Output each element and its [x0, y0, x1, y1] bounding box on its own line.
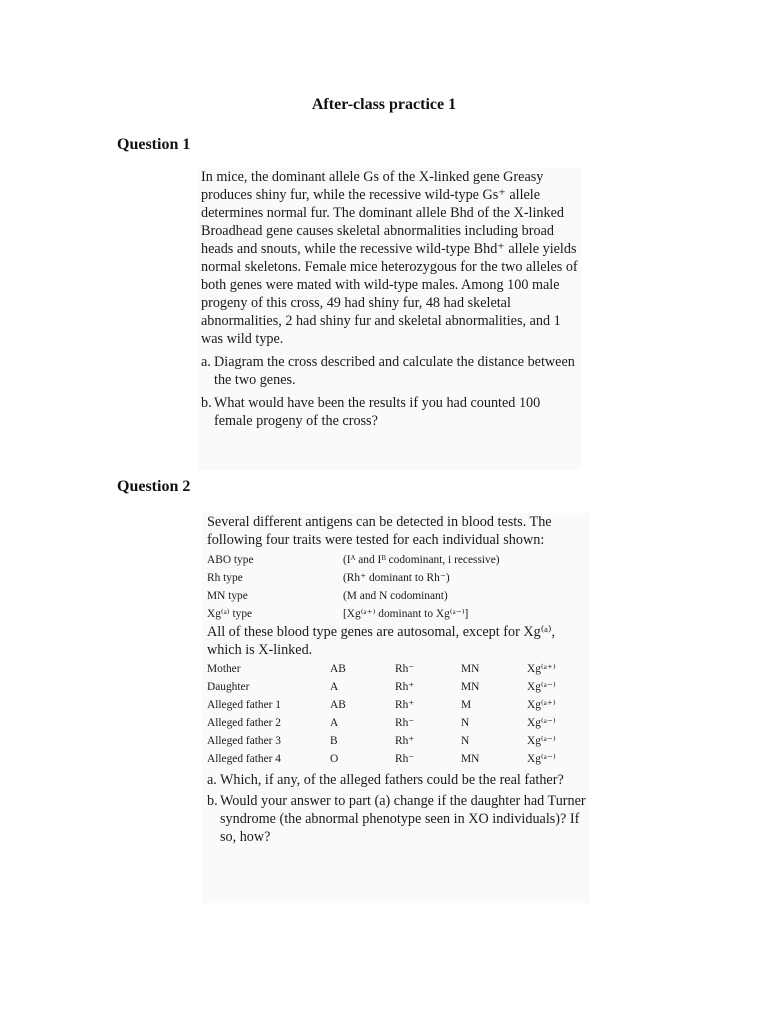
trait-name: ABO type: [207, 554, 254, 566]
option-label: b.: [201, 395, 212, 411]
individual-cell: Alleged father 4: [207, 753, 282, 765]
abo-cell: B: [330, 735, 338, 747]
xg-cell: Xg⁽ᵃ⁻⁾: [527, 681, 556, 693]
trait-name: Xg⁽ᵃ⁾ type: [207, 608, 253, 620]
option-label: a.: [201, 354, 211, 370]
question-2-option-a: [207, 771, 589, 789]
rh-cell: Rh⁻: [395, 753, 415, 765]
trait-row: [207, 551, 589, 569]
rh-cell: Rh⁺: [395, 681, 415, 693]
question-2-heading: Question 2: [117, 478, 191, 495]
individual-cell: Mother: [207, 663, 241, 675]
question-2-option-b: [207, 792, 589, 846]
question-1-option-a: [201, 353, 581, 389]
table-row: [207, 714, 589, 732]
xg-cell: Xg⁽ᵃ⁺⁾: [527, 699, 556, 711]
mn-cell: M: [461, 699, 472, 711]
trait-note: [Xg⁽ᵃ⁺⁾ dominant to Xg⁽ᵃ⁻⁾]: [343, 608, 469, 620]
mn-cell: MN: [461, 681, 480, 693]
table-row: [207, 750, 589, 768]
mn-cell: MN: [461, 663, 480, 675]
option-text: Would your answer to part (a) change if the daughter had Turner syndrome (the abnormal phenotype seen in XO individuals)? If so, how?: [220, 793, 586, 845]
individual-cell: Alleged father 1: [207, 699, 282, 711]
table-row: [207, 732, 589, 750]
blood-type-table: [207, 660, 589, 768]
abo-cell: A: [330, 681, 339, 693]
trait-name: Rh type: [207, 572, 243, 584]
mn-cell: MN: [461, 753, 480, 765]
individual-cell: Alleged father 3: [207, 735, 282, 747]
rh-cell: Rh⁻: [395, 717, 415, 729]
question-2-image: [202, 513, 589, 903]
mn-cell: N: [461, 735, 470, 747]
trait-note: (Iᴬ and Iᴮ codominant, i recessive): [343, 554, 500, 566]
question-1-image: [198, 168, 581, 470]
xg-cell: Xg⁽ᵃ⁻⁾: [527, 717, 556, 729]
trait-list: [207, 551, 589, 623]
mn-cell: N: [461, 717, 470, 729]
abo-cell: O: [330, 753, 339, 765]
xg-cell: Xg⁽ᵃ⁻⁾: [527, 735, 556, 747]
individual-cell: Alleged father 2: [207, 717, 282, 729]
question-1-paragraph: In mice, the dominant allele Gs of the X-linked gene Greasy produces shiny fur, while the recessive wild-type Gs⁺ allele determines normal fur. The dominant allele Bhd of the X-linked Broadhead gene causes skeletal abnormalities including broad heads and snouts, while the recessive wild-type Bhd⁺ allele yields normal skeletons. Female mice heterozygous for the two alleles of both genes were mated with wild-type males. Among 100 male progeny of this cross, 49 had shiny fur, 48 had skeletal abnormalities, 2 had shiny fur and skeletal abnormalities, and 1 was wild type.: [201, 169, 578, 347]
option-label: a.: [207, 772, 217, 788]
option-text: Which, if any, of the alleged fathers could be the real father?: [220, 772, 564, 788]
question-1-option-b: [201, 394, 581, 430]
rh-cell: Rh⁺: [395, 735, 415, 747]
abo-cell: AB: [330, 699, 346, 711]
option-text: What would have been the results if you had counted 100 female progeny of the cross?: [214, 395, 541, 429]
option-text: Diagram the cross described and calculate the distance between the two genes.: [214, 354, 575, 388]
trait-note: (M and N codominant): [343, 590, 448, 602]
question-2-paragraph-2: All of these blood type genes are autosomal, except for Xg⁽ᵃ⁾, which is X-linked.: [207, 624, 556, 658]
rh-cell: Rh⁺: [395, 699, 415, 711]
trait-row: [207, 605, 589, 623]
abo-cell: AB: [330, 663, 346, 675]
question-1-heading: Question 1: [117, 136, 191, 153]
page-title: After-class practice 1: [311, 96, 457, 113]
trait-row: [207, 587, 589, 605]
rh-cell: Rh⁻: [395, 663, 415, 675]
abo-cell: A: [330, 717, 339, 729]
table-row: [207, 660, 589, 678]
xg-cell: Xg⁽ᵃ⁻⁾: [527, 753, 556, 765]
trait-row: [207, 569, 589, 587]
individual-cell: Daughter: [207, 681, 250, 693]
trait-note: (Rh⁺ dominant to Rh⁻): [343, 572, 450, 584]
table-row: [207, 678, 589, 696]
option-label: b.: [207, 793, 218, 809]
trait-name: MN type: [207, 590, 248, 602]
question-2-intro: Several different antigens can be detected in blood tests. The following four traits were tested for each individual shown:: [207, 514, 552, 548]
table-row: [207, 696, 589, 714]
xg-cell: Xg⁽ᵃ⁺⁾: [527, 663, 556, 675]
